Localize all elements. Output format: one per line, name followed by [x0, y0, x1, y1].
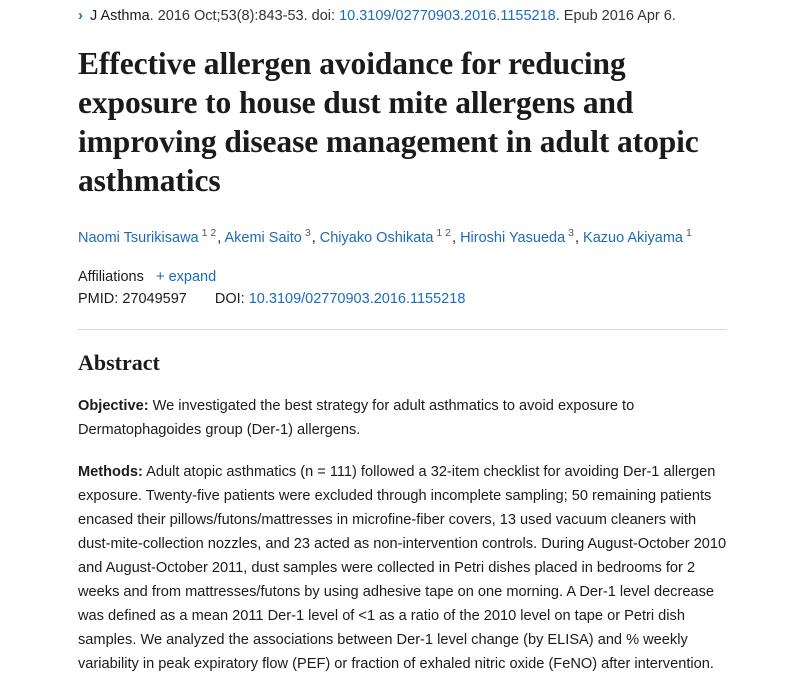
- citation-doi-link[interactable]: 10.3109/02770903.2016.1155218: [339, 8, 556, 24]
- identifiers-row: [78, 291, 727, 307]
- plus-icon: +: [155, 267, 165, 285]
- author-list: [78, 222, 727, 249]
- doi-label: DOI:: [214, 290, 245, 307]
- author-affiliation-sup: 1 2: [201, 227, 217, 239]
- author-separator: ,: [574, 229, 580, 246]
- author-item: [78, 227, 222, 246]
- author-link[interactable]: Hiroshi Yasueda: [460, 229, 566, 246]
- abstract-methods-label: Methods:: [78, 463, 143, 480]
- expand-affiliations-button[interactable]: [156, 268, 216, 285]
- page-title: Effective allergen avoidance for reducing exposure to house dust mite allergens and improving disease management in adult atopic asthmatics: [78, 46, 699, 198]
- doi-link[interactable]: 10.3109/02770903.2016.1155218: [248, 290, 466, 307]
- abstract-heading: Abstract: [78, 349, 160, 375]
- author-item: [460, 227, 580, 246]
- affiliations-label: Affiliations: [78, 268, 144, 285]
- abstract-objective-paragraph: [78, 394, 727, 442]
- author-separator: ,: [452, 229, 457, 246]
- author-item: [224, 227, 316, 246]
- author-affiliation-sup: 1 2: [436, 227, 452, 239]
- abstract-methods-text: Adult atopic asthmatics (n = 111) followed a 32-item checklist for avoiding Der-1 allergen exposure. Twenty-five patients were excluded through incomplete sampling; 50 remaining patients encased their pillows/futons/mattresses in microfine-fiber covers, 13 used vacuum cleaners with dust-mite-collection nozzles, and 23 acted as non-intervention controls. During August-October 2010 and August-October 2011, dust samples were collected in Petri dishes placed in bedrooms for 2 weeks and from mattresses/futons by using adhesive tape on one morning. A Der-1 level decrease was defined as a mean 2011 Der-1 level of <1 as a ratio of the 2010 level on tape or Petri dish samples. We analyzed the associations between Der-1 level change (by ELISA) and % weekly variability in peak expiratory flow (PEF) or fraction of exhaled nitric oxide (FeNO) after intervention.: [78, 463, 727, 672]
- expand-label: expand: [168, 268, 217, 285]
- pmid-label: PMID:: [78, 290, 119, 307]
- pmid-value: 27049597: [122, 290, 187, 307]
- author-link[interactable]: Chiyako Oshikata: [319, 229, 434, 246]
- author-link[interactable]: Kazuo Akiyama: [583, 229, 683, 246]
- affiliations-row: [78, 268, 727, 285]
- citation-details: . 2016 Oct;53(8):843-53. doi:: [149, 8, 340, 24]
- abstract-methods-paragraph: [78, 460, 727, 676]
- journal-name: J Asthma: [90, 8, 150, 24]
- abstract-objective-label: Objective:: [78, 397, 149, 414]
- author-affiliation-sup: 3: [304, 227, 311, 239]
- author-item: [319, 227, 457, 246]
- author-link[interactable]: Naomi Tsurikisawa: [78, 229, 199, 246]
- citation-line: [78, 0, 727, 26]
- author-affiliation-sup: 1: [686, 227, 692, 239]
- author-separator: ,: [217, 229, 222, 246]
- author-separator: ,: [311, 229, 316, 246]
- abstract-objective-text: We investigated the best strategy for adult asthmatics to avoid exposure to Dermatophagoides group (Der-1) allergens.: [78, 397, 635, 438]
- citation-content: [90, 6, 676, 26]
- author-link[interactable]: Akemi Saito: [224, 229, 302, 246]
- citation-epub: . Epub 2016 Apr 6.: [555, 8, 676, 24]
- author-item: [583, 227, 693, 246]
- chevron-right-icon[interactable]: ›: [78, 7, 83, 24]
- author-affiliation-sup: 3: [568, 227, 574, 239]
- section-divider: [78, 329, 727, 330]
